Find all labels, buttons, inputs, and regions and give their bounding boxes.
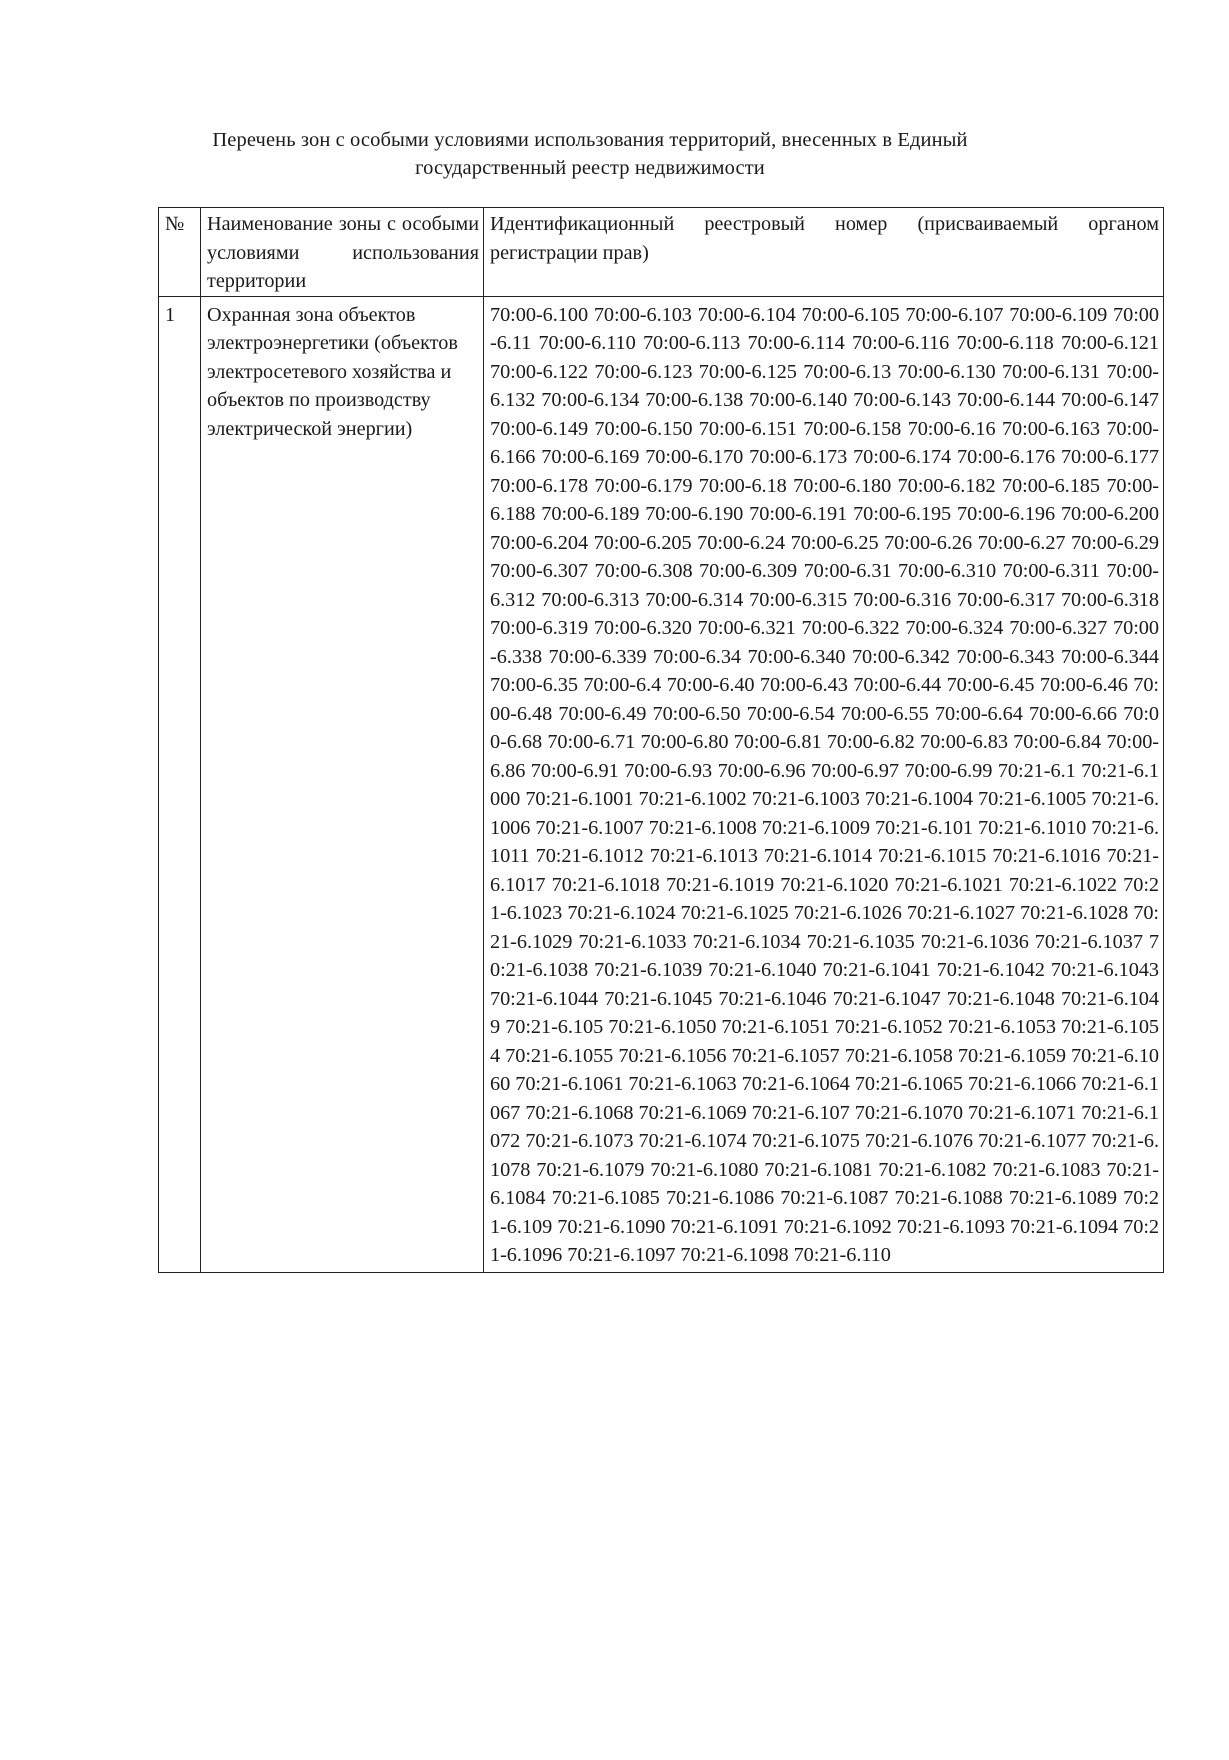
page-title <box>150 126 1030 182</box>
header-number-cell: № <box>159 208 201 297</box>
page-title-line-2: государственный реестр недвижимости <box>415 157 765 179</box>
page-title-line-1: Перечень зон с особыми условиями использования территорий, внесенных в Единый <box>212 129 968 151</box>
row-number-cell: 1 <box>159 296 201 1272</box>
zones-table <box>158 207 1164 1273</box>
row-zone-name-cell: Охранная зона объектов электроэнергетики (объектов электросетевого хозяйства и объектов по производству электрической энергии) <box>201 296 484 1272</box>
table-header-row <box>159 208 1164 297</box>
row-registry-numbers-cell: 70:00-6.100 70:00-6.103 70:00-6.104 70:00-6.105 70:00-6.107 70:00-6.109 70:00-6.11 70:00-6.110 70:00-6.113 70:00-6.114 70:00-6.116 70:00-6.118 70:00-6.121 70:00-6.122 70:00-6.123 70:00-6.125 70:00-6.13 70:00-6.130 70:00-6.131 70:00-6.132 70:00-6.134 70:00-6.138 70:00-6.140 70:00-6.143 70:00-6.144 70:00-6.147 70:00-6.149 70:00-6.150 70:00-6.151 70:00-6.158 70:00-6.16 70:00-6.163 70:00-6.166 70:00-6.169 70:00-6.170 70:00-6.173 70:00-6.174 70:00-6.176 70:00-6.177 70:00-6.178 70:00-6.179 70:00-6.18 70:00-6.180 70:00-6.182 70:00-6.185 70:00-6.188 70:00-6.189 70:00-6.190 70:00-6.191 70:00-6.195 70:00-6.196 70:00-6.200 70:00-6.204 70:00-6.205 70:00-6.24 70:00-6.25 70:00-6.26 70:00-6.27 70:00-6.29 70:00-6.307 70:00-6.308 70:00-6.309 70:00-6.31 70:00-6.310 70:00-6.311 70:00-6.312 70:00-6.313 70:00-6.314 70:00-6.315 70:00-6.316 70:00-6.317 70:00-6.318 70:00-6.319 70:00-6.320 70:00-6.321 70:00-6.322 70:00-6.324 70:00-6.327 70:00-6.338 70:00-6.339 70:00-6.34 70:00-6.340 70:00-6.342 70:00-6.343 70:00-6.344 70:00-6.35 70:00-6.4 70:00-6.40 70:00-6.43 70:00-6.44 70:00-6.45 70:00-6.46 70:00-6.48 70:00-6.49 70:00-6.50 70:00-6.54 70:00-6.55 70:00-6.64 70:00-6.66 70:00-6.68 70:00-6.71 70:00-6.80 70:00-6.81 70:00-6.82 70:00-6.83 70:00-6.84 70:00-6.86 70:00-6.91 70:00-6.93 70:00-6.96 70:00-6.97 70:00-6.99 70:21-6.1 70:21-6.1000 70:21-6.1001 70:21-6.1002 70:21-6.1003 70:21-6.1004 70:21-6.1005 70:21-6.1006 70:21-6.1007 70:21-6.1008 70:21-6.1009 70:21-6.101 70:21-6.1010 70:21-6.1011 70:21-6.1012 70:21-6.1013 70:21-6.1014 70:21-6.1015 70:21-6.1016 70:21-6.1017 70:21-6.1018 70:21-6.1019 70:21-6.1020 70:21-6.1021 70:21-6.1022 70:21-6.1023 70:21-6.1024 70:21-6.1025 70:21-6.1026 70:21-6.1027 70:21-6.1028 70:21-6.1029 70:21-6.1033 70:21-6.1034 70:21-6.1035 70:21-6.1036 70:21-6.1037 70:21-6.1038 70:21-6.1039 70:21-6.1040 70:21-6.1041 70:21-6.1042 70:21-6.1043 70:21-6.1044 70:21-6.1045 70:21-6.1046 70:21-6.1047 70:21-6.1048 70:21-6.1049 70:21-6.105 70:21-6.1050 70:21-6.1051 70:21-6.1052 70:21-6.1053 70:21-6.1054 70:21-6.1055 70:21-6.1056 70:21-6.1057 70:21-6.1058 70:21-6.1059 70:21-6.1060 70:21-6.1061 70:21-6.1063 70:21-6.1064 70:21-6.1065 70:21-6.1066 70:21-6.1067 70:21-6.1068 70:21-6.1069 70:21-6.107 70:21-6.1070 70:21-6.1071 70:21-6.1072 70:21-6.1073 70:21-6.1074 70:21-6.1075 70:21-6.1076 70:21-6.1077 70:21-6.1078 70:21-6.1079 70:21-6.1080 70:21-6.1081 70:21-6.1082 70:21-6.1083 70:21-6.1084 70:21-6.1085 70:21-6.1086 70:21-6.1087 70:21-6.1088 70:21-6.1089 70:21-6.109 70:21-6.1090 70:21-6.1091 70:21-6.1092 70:21-6.1093 70:21-6.1094 70:21-6.1096 70:21-6.1097 70:21-6.1098 70:21-6.110 <box>484 296 1164 1272</box>
table-row <box>159 296 1164 1272</box>
header-zone-name-cell: Наименование зоны с особыми условиями использования территории <box>201 208 484 297</box>
header-registry-number-cell: Идентификационный реестровый номер (присваиваемый органом регистрации прав) <box>484 208 1164 297</box>
